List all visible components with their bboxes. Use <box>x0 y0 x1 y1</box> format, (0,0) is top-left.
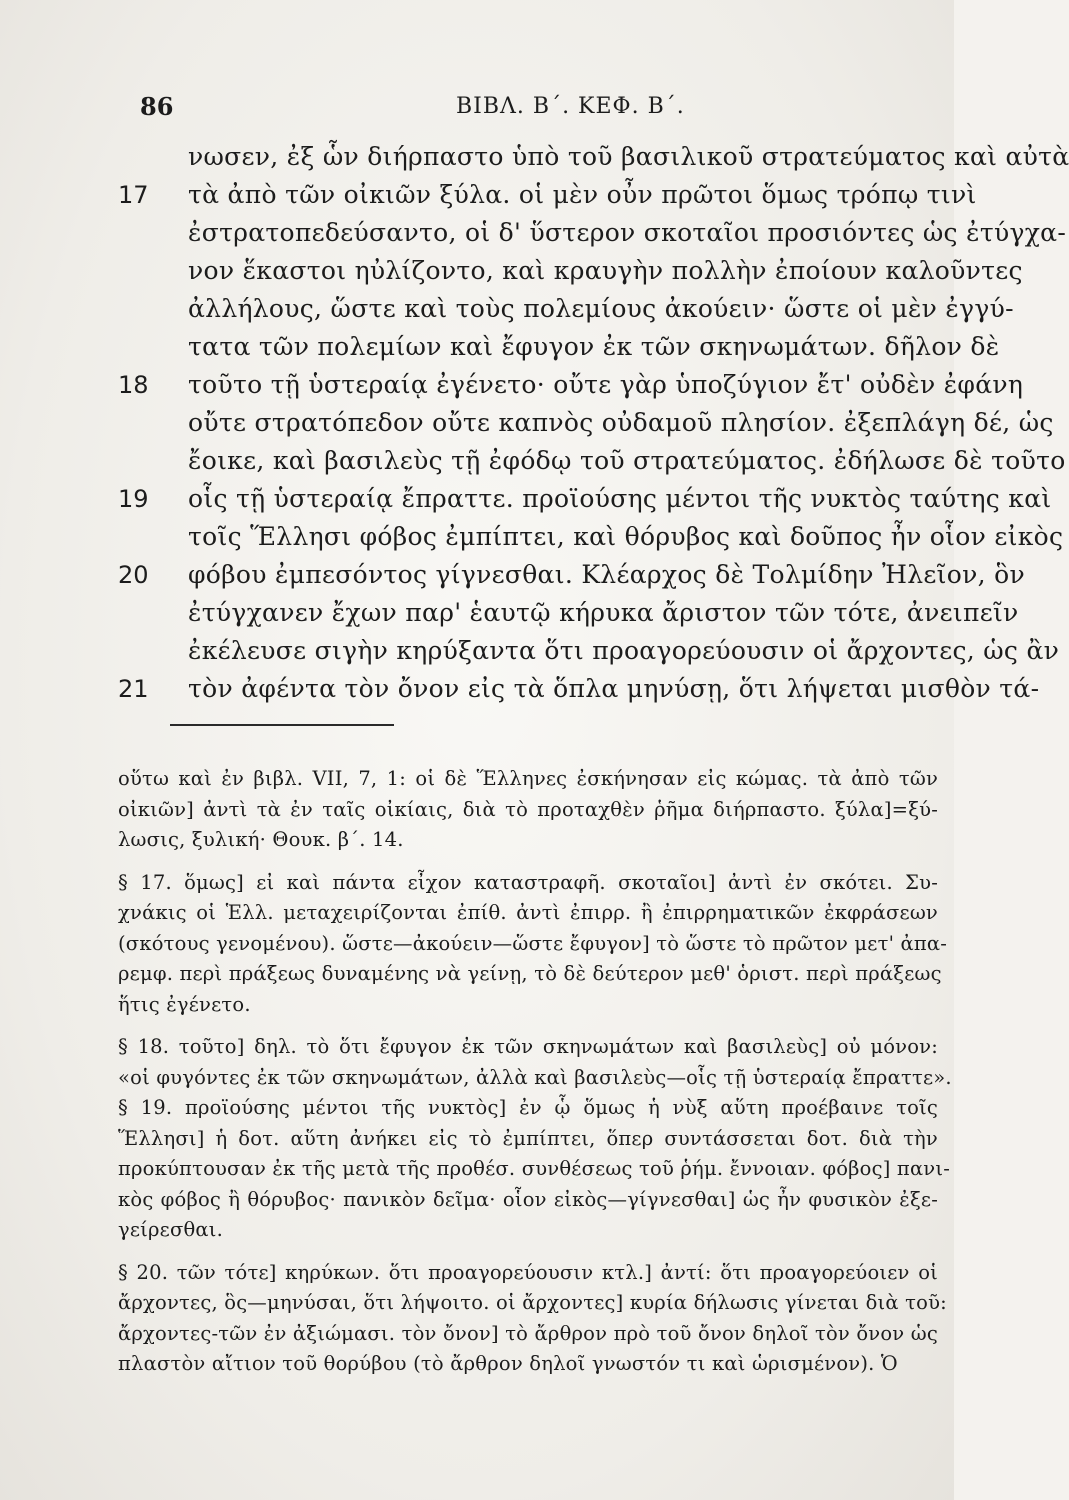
section-number: 21 <box>118 675 149 703</box>
section-number: 17 <box>118 181 149 209</box>
note-line: λωσις, ξυλική· Θουκ. β΄. 14. <box>118 828 404 851</box>
text-line <box>118 632 1060 670</box>
note-line: «οἱ φυγόντες ἐκ τῶν σκηνωμάτων, ἀλλὰ καὶ βασιλεὺς—οἷς τῇ ὑστεραίᾳ ἔπραττε». <box>118 1065 952 1089</box>
line-text: τοῦτο τῇ ὑστεραίᾳ ἐγένετο· οὔτε γὰρ ὑποζύγιον ἔτ' οὐδὲν ἐφάνη <box>188 370 1024 399</box>
text-line <box>118 252 1023 290</box>
text-line <box>118 594 1019 632</box>
line-text: τοῖς Ἕλλησι φόβος ἐμπίπτει, καὶ θόρυβος καὶ δοῦπος ἦν οἷον εἰκὸς <box>188 522 1064 551</box>
line-text: οἷς τῇ ὑστεραίᾳ ἔπραττε. προϊούσης μέντοι τῆς νυκτὸς ταύτης καὶ <box>188 484 1052 513</box>
section-number: 18 <box>118 371 149 399</box>
text-line <box>118 176 977 214</box>
note-line: οὕτω καὶ ἐν βιβλ. VII, 7, 1: οἱ δὲ Ἕλληνες ἐσκήνησαν εἰς κώμας. τὰ ἀπὸ τῶν <box>118 767 938 790</box>
line-text: ἔοικε, καὶ βασιλεὺς τῇ ἐφόδῳ τοῦ στρατεύματος. ἐδήλωσε δὲ τοῦτο <box>188 446 1066 475</box>
note-line: § 19. προϊούσης μέντοι τῆς νυκτὸς] ἐν ᾧ ὅμως ἡ νὺξ αὕτη προέβαινε τοῖς <box>118 1096 938 1119</box>
note-line: § 20. τῶν τότε] κηρύκων. ὅτι προαγορεύουσιν κτλ.] ἀντί: ὅτι προαγορεύοιεν οἱ <box>118 1260 938 1284</box>
note-line: πλαστὸν αἴτιον τοῦ θορύβου (τὸ ἄρθρον δηλοῖ γνωστόν τι καὶ ὡρισμένον). Ὁ <box>118 1352 898 1375</box>
line-text: τὸν ἀφέντα τὸν ὄνον εἰς τὰ ὅπλα μηνύσῃ, ὅτι λήψεται μισθὸν τά- <box>188 674 1040 703</box>
text-line <box>118 480 1052 518</box>
note-line: ἄρχοντες, ὃς—μηνύσαι, ὅτι λήψοιτο. οἱ ἄρχοντες] κυρία δήλωσις γίνεται διὰ τοῦ: <box>118 1291 947 1314</box>
text-line <box>118 556 1025 594</box>
text-line <box>118 214 1067 252</box>
commentary-notes <box>118 764 952 1380</box>
line-text: νον ἕκαστοι ηὐλίζοντο, καὶ κραυγὴν πολλὴν ἐποίουν καλοῦντες <box>188 256 1023 285</box>
text-line <box>118 366 1024 404</box>
text-line <box>118 670 1040 708</box>
note-line: προκύπτουσαν ἐκ τῆς μετὰ τῆς προθέσ. συνθέσεως τοῦ ῥήμ. ἔννοιαν. φόβος] πανι- <box>118 1157 951 1180</box>
line-text: ἀλλήλους, ὥστε καὶ τοὺς πολεμίους ἀκούειν· ὥστε οἱ μὲν ἐγγύ- <box>188 294 1014 323</box>
text-line <box>118 404 1054 442</box>
note-line: ρεμφ. περὶ πράξεως δυναμένης νὰ γείνῃ, τὸ δὲ δεύτερον μεθ' ὁριστ. περὶ πράξεως <box>118 962 942 985</box>
text-line <box>118 138 1069 176</box>
text-line <box>118 442 1066 480</box>
line-text: ἐκέλευσε σιγὴν κηρύξαντα ὅτι προαγορεύουσιν οἱ ἄρχοντες, ὡς ἂν <box>188 636 1060 665</box>
note-line: ἄρχοντες-τῶν ἐν ἀξιώμασι. τὸν ὄνον] τὸ ἄρθρον πρὸ τοῦ ὄνον δηλοῖ τὸν ὄνον ὡς <box>118 1321 938 1345</box>
note-line: § 18. τοῦτο] δηλ. τὸ ὅτι ἔφυγον ἐκ τῶν σκηνωμάτων καὶ βασιλεὺς] οὐ μόνον: <box>118 1035 938 1058</box>
text-line <box>118 290 1014 328</box>
note-line: ἥτις ἐγένετο. <box>118 992 251 1016</box>
note-line: οἰκιῶν] ἀντὶ τὰ ἐν ταῖς οἰκίαις, διὰ τὸ προταχθὲν ῥῆμα διήρπαστο. ξύλα]=ξύ- <box>118 797 938 821</box>
main-text <box>118 138 1069 708</box>
line-text: τὰ ἀπὸ τῶν οἰκιῶν ξύλα. οἱ μὲν οὖν πρῶτοι ὅμως τρόπῳ τινὶ <box>188 180 977 209</box>
footnote-rule <box>170 724 394 726</box>
line-text: ἐτύγχανεν ἔχων παρ' ἑαυτῷ κήρυκα ἄριστον τῶν τότε, ἀνειπεῖν <box>188 598 1019 627</box>
page-header <box>140 92 934 132</box>
note-line: χνάκις οἱ Ἑλλ. μεταχειρίζονται ἐπίθ. ἀντὶ ἐπιρρ. ἢ ἐπιρρηματικῶν ἐκφράσεων <box>118 901 938 924</box>
line-text: οὔτε στρατόπεδον οὔτε καπνὸς οὐδαμοῦ πλησίον. ἐξεπλάγη δέ, ὡς <box>188 408 1054 437</box>
line-text: νωσεν, ἐξ ὧν διήρπαστο ὑπὸ τοῦ βασιλικοῦ στρατεύματος καὶ αὐτὰ <box>188 142 1069 171</box>
line-text: φόβου ἐμπεσόντος γίγνεσθαι. Κλέαρχος δὲ Τολμίδην Ἠλεῖον, ὃν <box>188 560 1025 589</box>
section-number: 20 <box>118 561 149 589</box>
note-line: (σκότους γενομένου). ὥστε—ἀκούειν—ὥστε ἔφυγον] τὸ ὥστε τὸ πρῶτον μετ' ἀπα- <box>118 931 948 955</box>
note-line: κὸς φόβος ἢ θόρυβος· πανικὸν δεῖμα· οἷον εἰκὸς—γίγνεσθαι] ὡς ἦν φυσικὸν ἐξε- <box>118 1187 938 1211</box>
page-number: 86 <box>140 92 174 121</box>
section-number: 19 <box>118 485 149 513</box>
running-head: ΒΙΒΛ. Β΄. ΚΕΦ. Β΄. <box>456 94 685 119</box>
text-line <box>118 328 1000 366</box>
line-text: τατα τῶν πολεμίων καὶ ἔφυγον ἐκ τῶν σκηνωμάτων. δῆλον δὲ <box>188 332 1000 361</box>
note-line: γείρεσθαι. <box>118 1218 224 1241</box>
text-line <box>118 518 1064 556</box>
line-text: ἐστρατοπεδεύσαντο, οἱ δ' ὕστερον σκοταῖοι προσιόντες ὡς ἐτύγχα- <box>188 218 1067 247</box>
note-line: Ἕλλησι] ἡ δοτ. αὕτη ἀνήκει εἰς τὸ ἐμπίπτει, ὅπερ συντάσσεται δοτ. διὰ τὴν <box>118 1126 938 1150</box>
note-line: § 17. ὅμως] εἰ καὶ πάντα εἶχον καταστραφῆ. σκοταῖοι] ἀντὶ ἐν σκότει. Συ- <box>118 870 938 894</box>
